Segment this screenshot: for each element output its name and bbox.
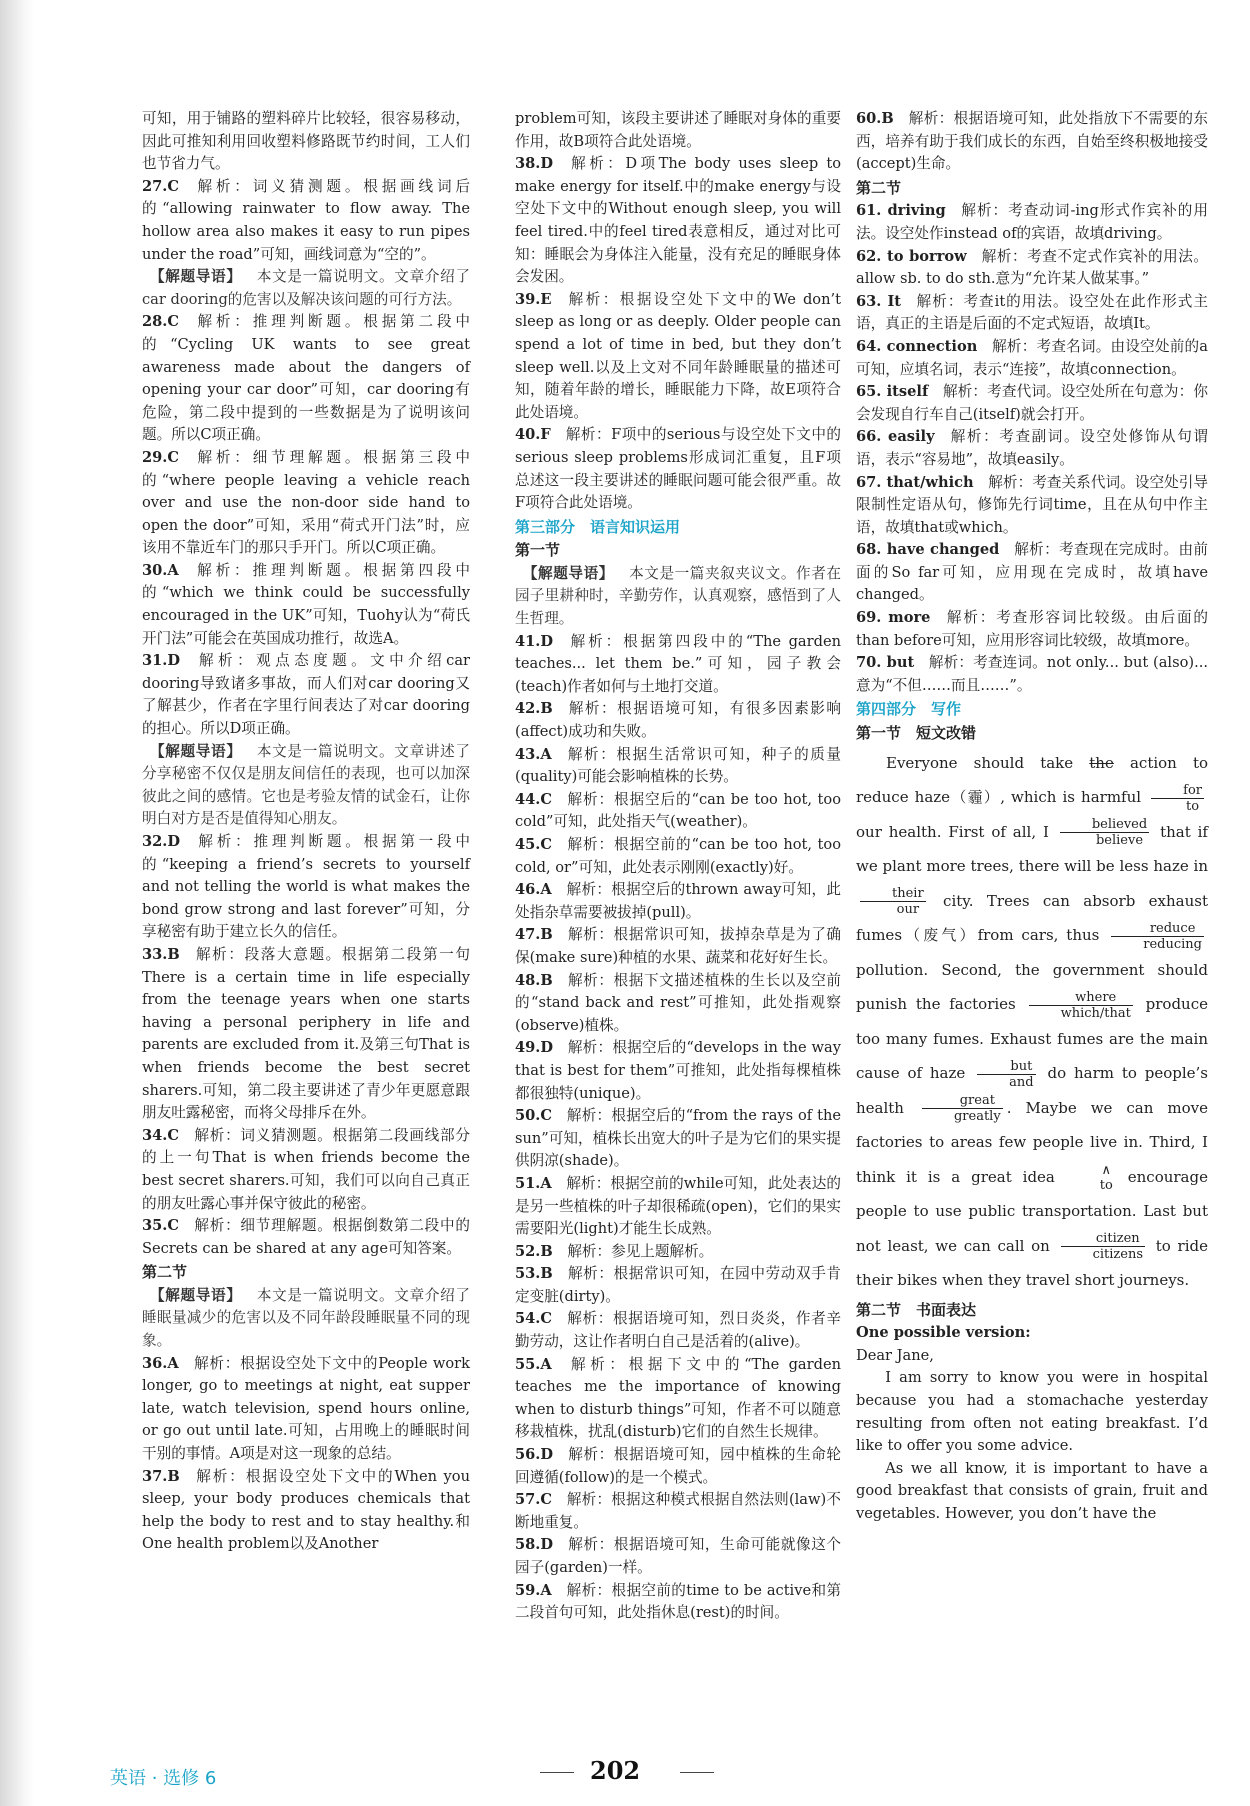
corrected-word: greatly xyxy=(953,1109,1001,1125)
answer-number: 28.C xyxy=(142,313,180,331)
answer-explanation: 可知，用于铺路的塑料碎片比较轻，很容易移动，因此可推知利用回收塑料修路既节约时间，工人们也节省力气。 xyxy=(142,110,470,173)
original-word: their xyxy=(860,886,926,902)
correction-mark xyxy=(1029,990,1133,1021)
footer-book-label: 英语 · 选修 6 xyxy=(110,1768,217,1789)
answer-explanation: 解析：段落大意题。根据第二段第一句There is a certain time in life especially from the teenage years when one starts having a personal periphery in life and parents are excluded from it.及第三句That is when friends become the best secret sharers.可知，第二段主要讲述了青少年更愿意跟朋友吐露秘密，而将父母排斥在外。 xyxy=(142,945,470,1122)
answer-item xyxy=(856,200,1208,245)
answer-number: 66. easily xyxy=(856,428,935,446)
answer-item xyxy=(856,108,1208,176)
letter-paragraph: As we all know, it is important to have a good breakfast that consists of grain, fruit and vegetables. However, you don’t have the xyxy=(856,1459,1208,1522)
answer-number: 64. connection xyxy=(856,337,978,355)
answer-number: 54.C xyxy=(515,1310,553,1328)
answers-60-70 xyxy=(856,108,1208,745)
proofreading-essay xyxy=(856,746,1208,1298)
guide-tag: 【解题导语】 xyxy=(522,564,614,582)
answer-item xyxy=(515,924,841,969)
correction-mark xyxy=(1111,921,1204,952)
answer-number: 41.D xyxy=(515,632,554,650)
answer-explanation: 解析：推理判断题。根据第二段中的“Cycling UK wants to see great awareness made about the dangers of opening your car door”可知，car dooring有危险，第二段中提到的一些数据是为了说明该问题。所以C项正确。 xyxy=(142,313,470,444)
answer-explanation: 解析：细节理解题。根据第三段中的“where people leaving a vehicle reach over and use the non-door side hand to open the door”可知，采用“荷式开门法”时，应该用不靠近车门的那只手开门。所以C项正确。 xyxy=(142,448,470,557)
answer-explanation: 解析：根据空后的“can be too hot, too cold”可知，此处指天气(weather)。 xyxy=(515,790,841,831)
answer-item xyxy=(856,652,1208,697)
answer-explanation: 解析：根据空后的thrown away可知，此处指杂草需要被拔掉(pull)。 xyxy=(515,881,841,921)
section-heading: 第一节 短文改错 xyxy=(856,724,977,743)
corrected-word: citizens xyxy=(1092,1247,1143,1263)
inserted-word: to xyxy=(1099,1177,1113,1193)
answer-item xyxy=(142,1353,470,1466)
answer-number: 40.F xyxy=(515,426,551,444)
answer-explanation: 解析：考查连词。not only... but (also)... 意为“不但……而且……”。 xyxy=(856,654,1208,694)
answer-explanation: 解析：根据空后的“develops in the way that is best for them”可推知，此处指每棵植株都很独特(unique)。 xyxy=(515,1039,841,1102)
answer-explanation: 解析：词义猜测题。根据第二段画线部分的上一句That is when friends become the best secret sharers.可知，我们可以向自己真正的朋友吐露心事并保守彼此的秘密。 xyxy=(142,1126,470,1212)
answer-number: 63. It xyxy=(856,292,902,310)
section-heading: 第二节 xyxy=(856,178,902,197)
answer-explanation: 解析：推理判断题。根据第四段中的“which we think could be successfully encouraged in the UK”可知，Tuohy认为“荷氏开门法”可能会在英国成功推行，故选A。 xyxy=(142,561,470,647)
answer-number: 42.B xyxy=(515,700,553,718)
passage-guide xyxy=(142,741,470,831)
answer-explanation: 解析：观点态度题。文中介绍car dooring导致诸多事故，而人们对car dooring又了解甚少，作者在字里行间表达了对car dooring的担心。所以D项正确。 xyxy=(142,652,470,738)
passage-guide xyxy=(142,266,470,311)
guide-text: 本文是一篇说明文。文章介绍了睡眠量减少的危害以及不同年龄段睡眠量不同的现象。 xyxy=(142,1286,470,1350)
original-word: but xyxy=(977,1059,1035,1075)
answer-number: 47.B xyxy=(515,926,553,944)
answer-item xyxy=(142,831,470,944)
answer-explanation: 解析：考查动词-ing形式作宾补的用法。设空处作instead of的宾语，故填driving。 xyxy=(856,202,1208,242)
answer-explanation: 解析：推理判断题。根据第一段中的“keeping a friend’s secrets to yourself and not telling the world is what makes the bond grow strong and last forever”可知，分享秘密有助于建立长久的信任。 xyxy=(142,833,470,941)
guide-text: 本文是一篇说明文。文章介绍了car dooring的危害以及解决该问题的可行方法。 xyxy=(142,268,470,308)
answer-number: 27.C xyxy=(142,177,180,195)
answer-explanation: 解析：词义猜测题。根据画线词后的“allowing rainwater to flow away. The hollow area also makes it easy to run pipes under the road”可知，画线词意为“空的”。 xyxy=(142,177,470,263)
answer-item xyxy=(515,834,841,879)
answer-explanation: 解析：根据语境可知，烈日炎炎，作者辛勤劳动，这让作者明白自己是活着的(alive)。 xyxy=(515,1310,841,1351)
answer-item xyxy=(515,1173,841,1241)
answer-number: 34.C xyxy=(142,1126,180,1144)
correction-mark xyxy=(1061,1231,1145,1262)
answer-number: 68. have changed xyxy=(856,541,1000,559)
answer-number: 46.A xyxy=(515,881,552,899)
answer-explanation: 解析：根据语境可知，园中植株的生命轮回遵循(follow)的是一个模式。 xyxy=(515,1446,841,1486)
answer-explanation: 解析：考查现在完成时。由前面的So far可知，应用现在完成时，故填have changed。 xyxy=(856,541,1208,604)
answer-item xyxy=(856,426,1208,471)
answer-explanation: 解析：根据下文描述植株的生长以及空前的“stand back and rest”可推知，此处指观察(observe)植株。 xyxy=(515,971,841,1034)
answer-explanation: 解析：考查名词。由设空处前的a可知，应填名词，表示“连接”，故填connection。 xyxy=(856,337,1208,378)
answer-item xyxy=(142,1125,470,1215)
answer-item xyxy=(515,289,841,425)
answer-item xyxy=(515,153,841,289)
answer-item xyxy=(515,1580,841,1625)
corrected-word: and xyxy=(1009,1074,1034,1090)
corrected-word: to xyxy=(1186,798,1200,814)
answer-number: 67. that/which xyxy=(856,473,974,491)
corrected-word: which/that xyxy=(1060,1005,1131,1021)
answer-item xyxy=(515,631,841,699)
correction-mark xyxy=(922,1093,1003,1124)
page-number-dash xyxy=(540,1772,574,1773)
essay-text: encourage people to use public transportation. Last but not least, we can call on xyxy=(856,1167,1208,1255)
answer-item xyxy=(856,291,1208,336)
answer-explanation: 解析：根据语境可知，生命可能就像这个园子(garden)一样。 xyxy=(515,1536,841,1576)
answer-number: 39.E xyxy=(515,290,552,308)
correction-mark xyxy=(1151,783,1204,814)
answer-number: 52.B xyxy=(515,1242,553,1260)
answer-number: 65. itself xyxy=(856,383,929,401)
answer-item xyxy=(515,108,841,153)
answer-number: 45.C xyxy=(515,836,553,853)
corrected-word: believe xyxy=(1095,833,1144,849)
answer-item xyxy=(515,424,841,514)
answer-item xyxy=(515,1444,841,1489)
original-word: citizen xyxy=(1061,1231,1145,1247)
answer-item xyxy=(515,1263,841,1308)
original-word: reduce xyxy=(1111,921,1204,937)
answer-number: 35.C xyxy=(142,1217,180,1235)
passage-guide xyxy=(142,1285,470,1353)
deleted-word: the xyxy=(1089,753,1114,772)
answer-explanation: 解析：根据语境可知，此处指放下不需要的东西，培养有助于我们成长的东西，自始至终积极地接受(accept)生命。 xyxy=(856,110,1208,173)
answer-explanation: 解析：根据这种模式根据自然法则(law)不断地重复。 xyxy=(515,1491,841,1531)
answer-item xyxy=(515,1489,841,1534)
answer-number: 57.C xyxy=(515,1491,553,1509)
section-heading: 第二节 xyxy=(142,1263,188,1282)
answer-item xyxy=(856,539,1208,607)
answer-explanation: 解析：细节理解题。根据倒数第二段中的Secrets can be shared at any age可知答案。 xyxy=(142,1217,470,1257)
answer-item xyxy=(142,1215,470,1260)
answer-explanation: 解析：根据下文中的“The garden teaches me the importance of knowing when to disturb things”可知，作者不可以随意移栽植株，扰乱(disturb)它们的自然生长规律。 xyxy=(515,1355,841,1441)
insertion-mark xyxy=(1070,1163,1113,1193)
answer-number: 62. to borrow xyxy=(856,247,967,265)
essay-text: city. Trees can absorb exhaust fumes（废气）from cars, thus xyxy=(856,891,1208,945)
original-word: where xyxy=(1029,990,1133,1006)
answer-item xyxy=(515,789,841,834)
letter-greeting: Dear Jane, xyxy=(856,1346,934,1364)
answer-item xyxy=(142,311,470,447)
answer-item xyxy=(856,472,1208,540)
answer-item xyxy=(142,650,470,740)
answer-explanation: 解析：考查副词。设空处修饰从句谓语，表示“容易地”，故填easily。 xyxy=(856,428,1208,468)
answer-number: 48.B xyxy=(515,971,553,989)
essay-text: our health. First of all, I xyxy=(856,822,1049,841)
answer-number: 50.C xyxy=(515,1107,553,1125)
corrected-word: reducing xyxy=(1143,936,1202,952)
answer-explanation: 解析：根据常识可知，在园中劳动双手肯定变脏(dirty)。 xyxy=(515,1265,841,1305)
correction-mark xyxy=(977,1059,1035,1090)
corrected-word: our xyxy=(896,902,920,918)
written-expression xyxy=(856,1299,1208,1526)
answer-number: 29.C xyxy=(142,448,180,466)
answer-explanation: 解析：根据设空处下文中的When you sleep, your body produces chemicals that help the body to rest and to stay healthy.和One health problem以及Another xyxy=(142,1467,470,1553)
answer-explanation: problem可知，该段主要讲述了睡眠对身体的重要作用，故B项符合此处语境。 xyxy=(515,110,841,150)
answer-explanation: 解析：根据生活常识可知，种子的质量(quality)可能会影响植株的长势。 xyxy=(515,745,841,786)
answer-explanation: 解析：根据语境可知，有很多因素影响(affect)成功和失败。 xyxy=(515,700,841,741)
answer-explanation: 解析：D项The body uses sleep to make energy for itself.中的make energy与设空处下文中的Without enough sleep, you will feel tired.中的feel tired表意相反，通过对比可知：睡眠会为身体注入能量，没有充足的睡眠身体会发困。 xyxy=(515,155,841,286)
column-left xyxy=(142,108,470,1556)
answer-number: 69. more xyxy=(856,609,931,627)
section-heading: 第二节 书面表达 xyxy=(856,1300,977,1319)
answer-explanation: 解析：考查不定式作宾补的用法。allow sb. to do sth.意为“允许某人做某事。” xyxy=(856,247,1208,288)
answer-number: 37.B xyxy=(142,1467,180,1485)
essay-text: do harm to people’s health xyxy=(856,1064,1208,1117)
answer-item xyxy=(856,607,1208,652)
answer-number: 38.D xyxy=(515,155,554,173)
answer-explanation: 解析：根据设空处下文中的We don’t sleep as long or as deeply. Older people can spend a lot of time in bed, but they don’t sleep well.以及上文对不同年龄睡眠量的描述可知，随着年龄的增长，睡眠能力下降，故E项符合此处语境。 xyxy=(515,290,841,421)
answer-number: 49.D xyxy=(515,1039,554,1057)
answer-number: 31.D xyxy=(142,652,181,670)
answer-number: 44.C xyxy=(515,790,553,808)
answer-number: 70. but xyxy=(856,654,915,672)
essay-text: that if we plant more trees, there will be less haze in xyxy=(856,822,1208,876)
essay-text: pollution. Second, the government should punish the factories xyxy=(856,960,1208,1014)
original-word: for xyxy=(1151,783,1204,799)
answer-number: 59.A xyxy=(515,1581,552,1599)
essay-text: to ride their bikes when they travel short journeys. xyxy=(856,1236,1208,1290)
answer-explanation: 解析：考查代词。设空处所在句意为：你会发现自行车自己(itself)就会打开。 xyxy=(856,383,1208,423)
column-right xyxy=(856,108,1208,1526)
answer-explanation: 解析：根据设空处下文中的People work longer, go to meetings at night, eat supper late, watch television, spend hours online, or go out until late.可知，占用晚上的睡眠时间干别的事情。A项是对这一现象的总结。 xyxy=(142,1354,470,1463)
binding-edge-shadow xyxy=(0,0,34,1806)
answer-item xyxy=(515,1354,841,1444)
caret-icon: ∧ xyxy=(1101,1162,1112,1178)
essay-text: produce too many fumes. Exhaust fumes are the main cause of haze xyxy=(856,995,1208,1083)
answer-item xyxy=(515,1241,841,1264)
part-heading: 第三部分 语言知识运用 xyxy=(515,517,681,536)
essay-text: action to reduce haze（霾）, which is harmful xyxy=(856,753,1209,807)
answer-item xyxy=(142,944,470,1125)
essay-text: . Maybe we can move factories to areas few people live in. Third, I think it is a great idea xyxy=(856,1098,1208,1186)
answer-item xyxy=(856,336,1208,381)
guide-tag: 【解题导语】 xyxy=(149,1286,242,1304)
answer-number: 55.A xyxy=(515,1355,552,1373)
page-number: 202 xyxy=(590,1756,641,1785)
answer-explanation: 解析：考查关系代词。设空处引导限制性定语从句，修饰先行词time，且在从句中作主语，故填that或which。 xyxy=(856,473,1208,536)
answer-number: 32.D xyxy=(142,833,181,850)
answer-explanation: 解析：根据第四段中的“The garden teaches... let them be.”可知，园子教会(teach)作者如何与土地打交道。 xyxy=(515,632,841,695)
answer-explanation: 解析：考查it的用法。设空处在此作形式主语，真正的主语是后面的不定式短语，故填It。 xyxy=(856,292,1208,333)
version-label: One possible version: xyxy=(856,1324,1031,1342)
guide-tag: 【解题导语】 xyxy=(149,268,242,286)
answer-item xyxy=(515,970,841,1038)
correction-mark xyxy=(860,886,926,917)
answer-item xyxy=(515,744,841,789)
answer-number: 36.A xyxy=(142,1354,179,1372)
essay-text: Everyone should take xyxy=(886,753,1074,772)
section-heading: 第一节 xyxy=(515,541,561,560)
answer-number: 33.B xyxy=(142,945,180,963)
answer-item xyxy=(142,176,470,266)
answer-explanation: 解析：参见上题解析。 xyxy=(567,1242,714,1260)
answer-item xyxy=(515,698,841,743)
page-number-dash xyxy=(680,1772,714,1773)
answer-item xyxy=(142,560,470,650)
answer-number: 60.B xyxy=(856,110,894,127)
answer-number: 43.A xyxy=(515,745,552,763)
guide-text: 本文是一篇夹叙夹议文。作者在园子里耕种时，辛勤劳作，认真观察，感悟到了人生哲理。 xyxy=(515,564,841,628)
answer-explanation: 解析：根据空后的“from the rays of the sun”可知，植株长出宽大的叶子是为它们的果实提供阴凉(shade)。 xyxy=(515,1107,841,1170)
correction-mark xyxy=(1060,817,1149,848)
answer-item xyxy=(515,1308,841,1353)
answer-explanation: 解析：根据空前的while可知，此处表达的是另一些植株的叶子却很稀疏(open)，它们的果实需要阳光(light)才能生长成熟。 xyxy=(515,1174,841,1238)
original-word: great xyxy=(922,1093,1003,1109)
answer-number: 56.D xyxy=(515,1446,554,1464)
answer-item xyxy=(515,879,841,924)
answer-explanation: 解析：F项中的serious与设空处下文中的serious sleep problems形成词汇重复，且F项总述这一段主要讲述的睡眠问题可能会很严重。故F项符合此处语境。 xyxy=(515,426,841,512)
answer-explanation: 解析：考查形容词比较级。由后面的than before可知，应用形容词比较级，故填more。 xyxy=(856,609,1208,649)
answer-item xyxy=(856,246,1208,291)
guide-text: 本文是一篇说明文。文章讲述了分享秘密不仅仅是朋友间信任的表现，也可以加深彼此之间的感情。它也是考验友情的试金石，让你明白对方是否是值得知心朋友。 xyxy=(142,742,470,828)
column-middle xyxy=(515,108,841,1625)
answer-number: 51.A xyxy=(515,1174,552,1192)
answer-number: 30.A xyxy=(142,561,179,579)
passage-guide xyxy=(515,563,841,631)
answer-item xyxy=(142,1466,470,1556)
answer-item xyxy=(142,108,470,176)
answer-item xyxy=(515,1105,841,1173)
answer-item xyxy=(515,1534,841,1579)
answer-number: 58.D xyxy=(515,1536,554,1554)
letter-paragraph: I am sorry to know you were in hospital because you had a stomachache yesterday resulting from often not eating breakfast. I’d like to offer you some advice. xyxy=(856,1369,1208,1455)
answer-explanation: 解析：根据空前的time to be active和第二段首句可知，此处指休息(rest)的时间。 xyxy=(515,1581,841,1622)
part-heading: 第四部分 写作 xyxy=(856,700,962,719)
answer-explanation: 解析：根据空前的“can be too hot, too cold, or”可知，此处表示刚刚(exactly)好。 xyxy=(515,836,841,876)
answer-number: 53.B xyxy=(515,1265,553,1283)
answer-item xyxy=(515,1037,841,1105)
answer-number: 61. driving xyxy=(856,202,946,220)
original-word: believed xyxy=(1060,817,1149,833)
answer-item xyxy=(142,447,470,560)
guide-tag: 【解题导语】 xyxy=(149,742,242,760)
answer-item xyxy=(856,381,1208,426)
answer-explanation: 解析：根据常识可知，拔掉杂草是为了确保(make sure)种植的水果、蔬菜和花好好生长。 xyxy=(515,926,841,966)
